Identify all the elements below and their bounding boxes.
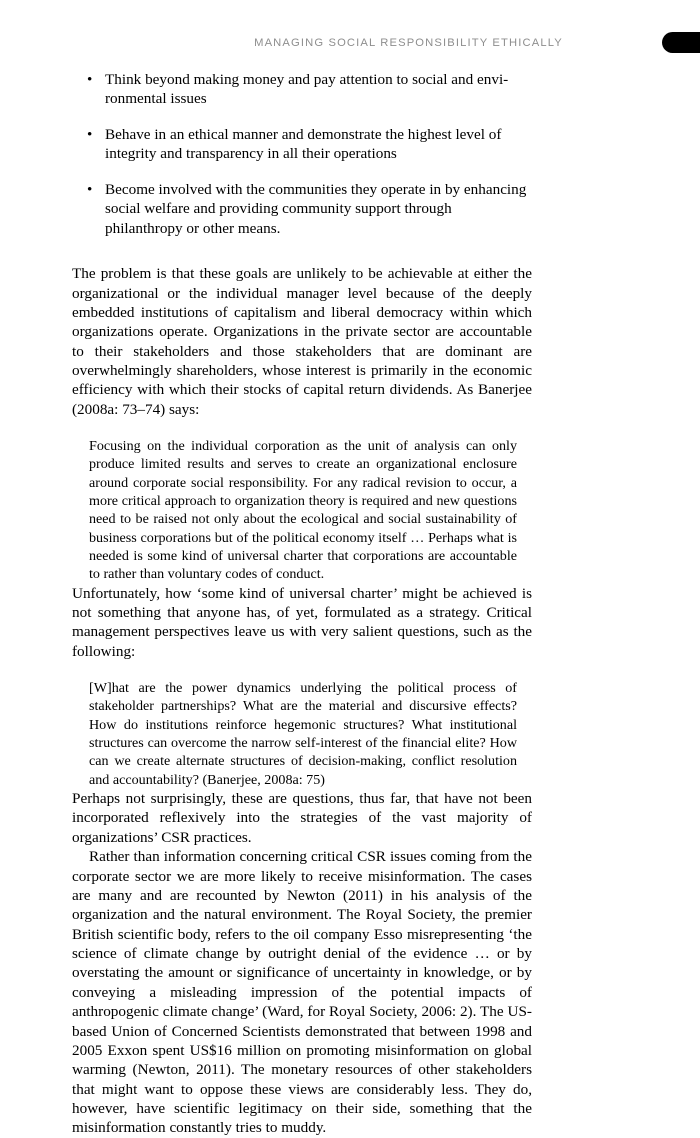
bullet-icon: •: [87, 125, 93, 143]
list-item: [72, 180, 532, 238]
bullet-list: [72, 70, 532, 238]
text-column: [72, 70, 532, 1138]
blockquote-banerjee-2008a-73-74: [72, 437, 532, 584]
paragraph-misinformation: Rather than information concerning critical CSR issues coming from the corporate sector we are more likely to receive misinformation. The cases are many and are recounted by Newton (2011) in his analysis of the organization and the natural environment. The Royal Society, the premier British scientific body, refers to the oil company Esso misrepresenting ‘the science of climate change by outright denial of the evidence … or by overstating the amount or significance of uncertainty in knowledge, or by conveying a misleading impression of the potential impacts of anthropogenic climate change’ (Ward, for Royal Society, 2006: 2). The US-based Union of Concerned Scientists demonstrated that between 1998 and 2005 Exxon spent US$16 million on promoting misinformation on global warming (Newton, 2011). The monetary resources of other stakeholders that might want to oppose these views are considerably less. They do, however, have scientific legitimacy on their side, something that the misinformation constantly tries to muddy.: [72, 848, 532, 1137]
running-head-title: MANAGING SOCIAL RESPONSIBILITY ETHICALLY: [254, 37, 563, 49]
list-item-text: Become involved with the communities they operate in by enhancing social welfare and providing community support through philanthropy or other means.: [105, 180, 527, 237]
paragraph-csr-practices: Perhaps not surprisingly, these are questions, thus far, that have not been incorporated reflexively into the strategies of the vast majority of organizations’ CSR practices.: [72, 790, 532, 846]
blockquote-text: [W]hat are the power dynamics underlying the political process of stakeholder partnerships? What are the material and discursive effects? How do institutions reinforce hegemonic structures? What institutional structures can overcome the narrow self-interest of the financial elite? How can we create alternate structures of decision-making, conflict resolution and accountability? (Banerjee, 2008a: 75): [89, 680, 517, 788]
paragraph-problem-goals: The problem is that these goals are unlikely to be achievable at either the organizational or the individual manager level because of the deeply embedded institutions of capitalism and liberal democracy within which organizations operate. Organizations in the private sector are accountable to their stakeholders and those stakeholders that are dominant are overwhelmingly shareholders, whose interest is primarily in the economic efficiency with which their stocks of capital return dividends. As Banerjee (2008a: 73–74) says:: [72, 265, 532, 418]
paragraph-universal-charter: Unfortunately, how ‘some kind of universal charter’ might be achieved is not something that anyone has, of yet, formulated as a strategy. Critical management perspectives leave us with very salient questions, such as the following:: [72, 584, 532, 660]
blockquote-banerjee-2008a-75: [72, 679, 532, 789]
list-item: [72, 125, 532, 164]
running-head: [72, 33, 700, 53]
bullet-icon: •: [87, 71, 93, 88]
bullet-icon: •: [87, 180, 93, 198]
blockquote-text: Focusing on the individual corporation as the unit of analysis can only produce limited results and serves to create an organizational enclosure around corporate social responsibility. For any radical revision to occur, a more critical approach to organization theory is required and new questions need to be raised not only about the ecological and social sustainability of business corporations but of the political economy itself … Perhaps what is needed is some kind of universal charter that corporations are accountable to rather than voluntary codes of conduct.: [89, 438, 517, 583]
list-item: [72, 70, 532, 109]
list-item-text: Think beyond making money and pay attention to social and envi-ronmental issues: [105, 71, 509, 108]
thumb-index-tab: [662, 32, 700, 53]
list-item-text: Behave in an ethical manner and demonstrate the highest level of integrity and transparency in all their operations: [105, 125, 502, 163]
